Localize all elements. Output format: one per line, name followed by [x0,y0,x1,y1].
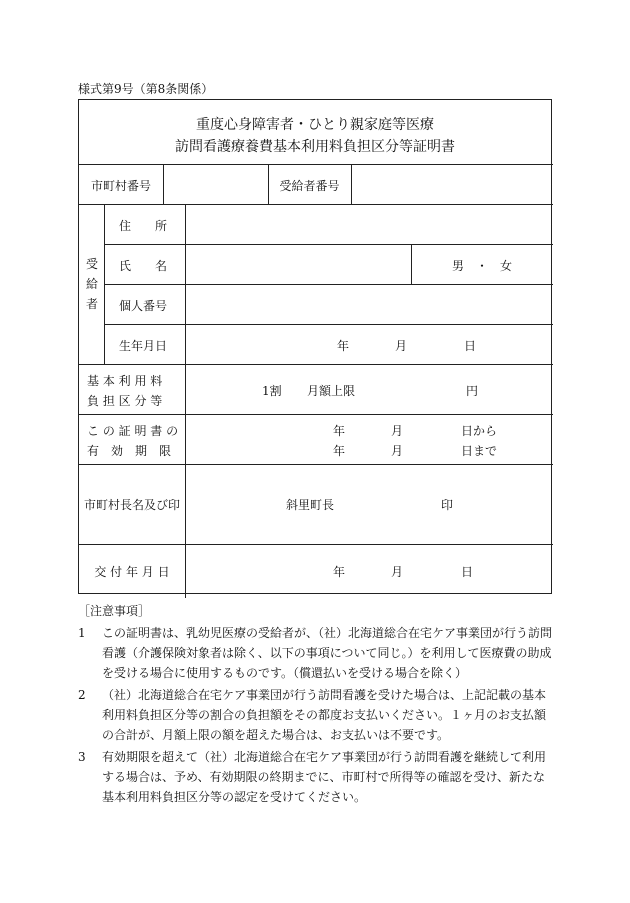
validity-label-line1: こ の 証 明 書 の [87,424,179,438]
form-title-line2: 訪問看護療養費基本利用料負担区分等証明書 [175,139,455,155]
valid-from-day: 日から [461,424,498,438]
valid-from-month: 月 [391,424,404,438]
issue-date-label: 交 付 年 月 日 [94,565,170,579]
valid-to-day: 日まで [461,444,498,458]
recipient-vertical-2: 給 [85,277,98,291]
address-label: 住 所 [119,219,168,233]
note-text: （社）北海道総合在宅ケア事業団が行う訪問看護を受けた場合は、上記記載の基本利用料負担区分等の割合の負担額をその都度お支払いください。１ヶ月のお支払額の合計が、月額上限の額を超えた場合は、お支払いは不要です。 [102,688,547,742]
valid-to-month: 月 [391,444,404,458]
seal-mark: 印 [441,498,454,512]
note-item-1 [78,623,556,683]
recipient-vertical-1: 受 [85,257,98,271]
form-title-line1: 重度心身障害者・ひとり親家庭等医療 [196,117,434,133]
monthly-limit-label: 月額上限 [307,384,356,398]
note-number: 2 [78,688,86,702]
birthdate-month: 月 [395,339,408,353]
notes-section [78,601,556,807]
birthdate-label: 生年月日 [119,339,168,353]
note-text: この証明書は、乳幼児医療の受給者が、（社）北海道総合在宅ケア事業団が行う訪問看護（介護保険対象者は除く、以下の事項について同じ。）を利用して医療費の助成を受ける場合に使用するものです。（償還払いを受ける場合を除く） [102,626,553,680]
burden-label-line1: 基 本 利 用 料 [87,374,163,388]
note-text: 有効期限を超えて（社）北海道総合在宅ケア事業団が行う訪問看護を継続して利用する場合は、予め、有効期限の終期までに、市町村で所得等の確認を受け、新たな基本利用料負担区分等の認定を受けてください。 [102,750,547,804]
personal-number-field[interactable] [186,285,552,323]
mayor-name: 斜里町長 [286,498,335,512]
note-number: 3 [78,750,86,764]
recipient-number-field[interactable] [352,165,552,203]
note-item-2 [78,685,556,745]
note-item-3 [78,747,556,807]
burden-rate: 1割 [262,384,282,398]
issue-month: 月 [391,565,404,579]
burden-label-line2: 負 担 区 分 等 [87,394,163,408]
birthdate-year: 年 [337,339,350,353]
valid-to-year: 年 [333,444,346,458]
gender-selector[interactable]: 男 ・ 女 [451,259,512,273]
municipality-number-field[interactable] [164,165,267,203]
notes-heading: ［注意事項］ [78,604,151,618]
validity-label-line2: 有 効 期 限 [87,444,172,458]
birthdate-day: 日 [464,339,477,353]
name-label: 氏 名 [119,259,168,273]
municipality-number-label: 市町村番号 [90,179,151,193]
issue-day: 日 [461,565,474,579]
certificate-form [78,99,552,594]
form-number: 様式第9号（第8条関係） [78,82,214,96]
issue-year: 年 [333,565,346,579]
personal-number-label: 個人番号 [119,299,168,313]
recipient-vertical-3: 者 [85,297,98,311]
mayor-label: 市町村長名及び印 [83,498,180,512]
valid-from-year: 年 [333,424,346,438]
recipient-number-label: 受給者番号 [279,179,340,193]
address-field[interactable] [186,205,552,243]
name-field[interactable] [186,245,410,283]
note-number: 1 [78,626,86,640]
yen-unit: 円 [466,384,479,398]
